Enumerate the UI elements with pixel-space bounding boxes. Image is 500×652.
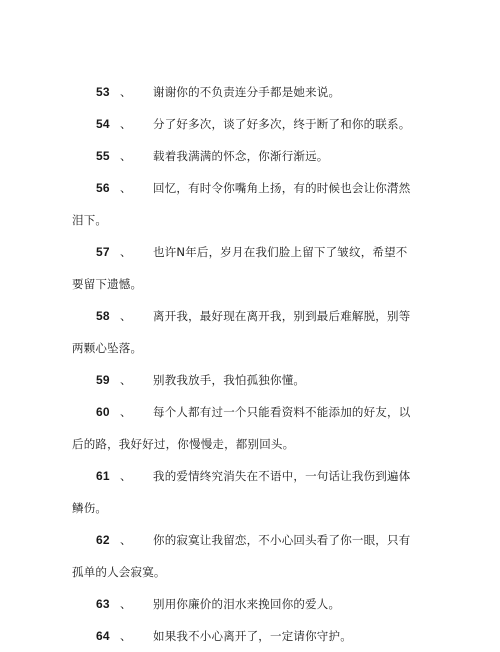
list-item bbox=[72, 620, 412, 652]
item-separator: 、 bbox=[120, 149, 132, 163]
item-number: 60 bbox=[96, 405, 110, 419]
item-number: 54 bbox=[96, 117, 110, 131]
list-item bbox=[72, 140, 412, 172]
list-item bbox=[72, 460, 412, 524]
item-text: 别教我放手，我怕孤独你懂。 bbox=[153, 373, 306, 387]
item-number: 64 bbox=[96, 629, 110, 643]
item-separator: 、 bbox=[120, 373, 132, 387]
item-text: 如果我不小心离开了，一定请你守护。 bbox=[153, 629, 352, 643]
list-item bbox=[72, 524, 412, 588]
list-item bbox=[72, 236, 412, 300]
item-text: 我的爱情终究消失在不语中，一句话让我伤到遍体鳞伤。 bbox=[72, 469, 411, 515]
item-number: 55 bbox=[96, 149, 110, 163]
item-separator: 、 bbox=[120, 533, 132, 547]
item-separator: 、 bbox=[120, 405, 132, 419]
item-separator: 、 bbox=[120, 245, 132, 259]
item-text: 谢谢你的不负责连分手都是她来说。 bbox=[153, 85, 341, 99]
item-number: 63 bbox=[96, 597, 110, 611]
item-separator: 、 bbox=[120, 181, 132, 195]
list-item bbox=[72, 396, 412, 460]
item-text: 每个人都有过一个只能看资料不能添加的好友，以后的路，我好好过，你慢慢走，都别回头。 bbox=[72, 405, 411, 451]
item-separator: 、 bbox=[120, 629, 132, 643]
item-number: 58 bbox=[96, 309, 110, 323]
item-text: 回忆，有时令你嘴角上扬，有的时候也会让你潸然泪下。 bbox=[72, 181, 411, 227]
item-separator: 、 bbox=[120, 309, 132, 323]
item-number: 59 bbox=[96, 373, 110, 387]
item-text: 载着我满满的怀念，你渐行渐远。 bbox=[153, 149, 329, 163]
item-text: 别用你廉价的泪水来挽回你的爱人。 bbox=[153, 597, 341, 611]
list-item bbox=[72, 76, 412, 108]
item-separator: 、 bbox=[120, 117, 132, 131]
item-number: 56 bbox=[96, 181, 110, 195]
item-separator: 、 bbox=[120, 597, 132, 611]
item-text: 分了好多次，谈了好多次，终于断了和你的联系。 bbox=[153, 117, 411, 131]
quote-list bbox=[72, 76, 412, 652]
item-text: 你的寂寞让我留恋，不小心回头看了你一眼，只有孤单的人会寂寞。 bbox=[72, 533, 411, 579]
item-number: 61 bbox=[96, 469, 110, 483]
item-text: 也许N年后，岁月在我们脸上留下了皱纹，希望不要留下遗憾。 bbox=[72, 245, 408, 291]
item-number: 53 bbox=[96, 85, 110, 99]
item-text: 离开我，最好现在离开我，别到最后难解脱，别等两颗心坠落。 bbox=[72, 309, 411, 355]
item-number: 62 bbox=[96, 533, 110, 547]
list-item bbox=[72, 300, 412, 364]
item-number: 57 bbox=[96, 245, 110, 259]
item-separator: 、 bbox=[120, 469, 132, 483]
item-separator: 、 bbox=[120, 85, 132, 99]
list-item bbox=[72, 108, 412, 140]
list-item bbox=[72, 172, 412, 236]
list-item bbox=[72, 364, 412, 396]
list-item bbox=[72, 588, 412, 620]
